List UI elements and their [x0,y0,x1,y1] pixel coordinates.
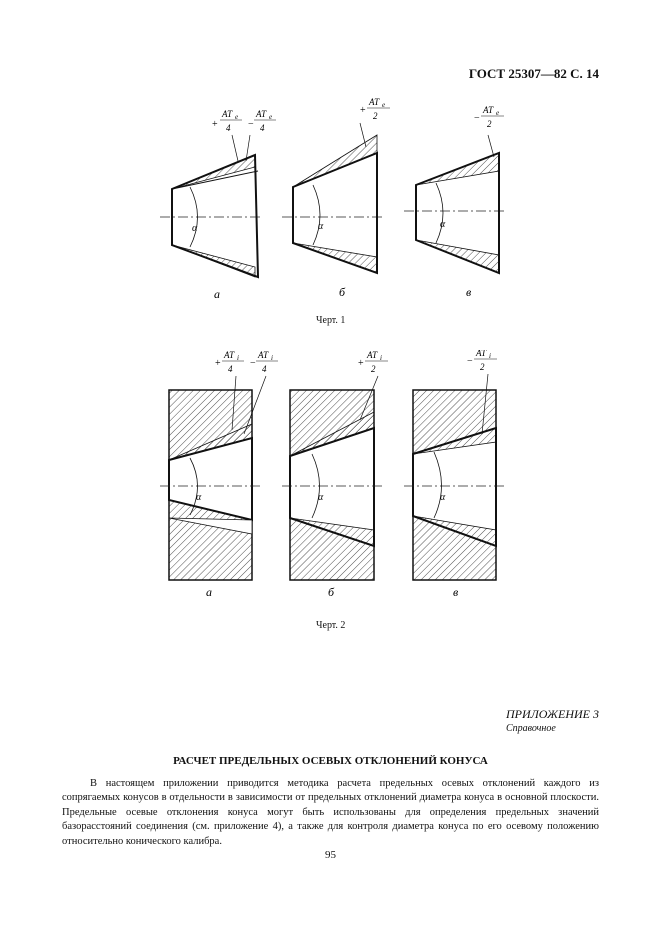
fig1-a-num-1: AT [222,109,233,119]
fig1-a-letter: а [214,287,220,301]
fig2-panel-b [282,390,384,580]
fig2-a-sub-1: i [237,354,239,362]
fig1-b-plus: + [360,105,366,116]
fig1-c-den: 2 [487,119,492,129]
fig2-b-num: AT [367,350,378,360]
page-number: 95 [325,849,336,861]
appendix-label [506,707,599,734]
fig1-panel-c [404,135,506,273]
fig2-b-sub: i [380,354,382,362]
fig2-a-alpha: α [196,492,202,503]
fig2-a-num-2: AT [258,350,269,360]
fig1-b-num: AT [369,97,380,107]
fig2-b-alpha: α [318,492,324,503]
fig1-c-alpha: α [440,219,446,230]
fig1-a-sub-1: e [235,113,239,121]
fig1-b-sub: e [382,101,386,109]
fig2-c-minus: − [467,356,473,367]
fig2-a-num-1: AT [224,350,235,360]
fig1-a-alpha: α [192,223,198,234]
fig1-b-alpha: α [318,221,324,232]
fig1-a-den-2: 4 [260,123,265,133]
fig2-a-plus: + [215,358,221,369]
fig1-c-minus: − [474,113,480,124]
fig1-b-letter: б [339,285,346,299]
figure-2-internal-cones [0,350,661,605]
body-paragraph: В настоящем приложении приводится методика расчета предельных осевых отклонений каждого из сопрягаемых конусов в отдельности в зависимости от предельных отклонений диаметра конуса в основной плоскости. Предельные осевые отклонения конуса могут быть использованы для определения предельных значений базорасстояний соединения (см. приложение 4), а также для контроля диаметра конуса по его осевому положению относительно конического калибра. [62,778,599,847]
fig2-c-num: AT [476,350,487,358]
fig1-a-den-1: 4 [226,123,231,133]
fig2-b-den: 2 [371,364,376,374]
fig2-b-plus: + [358,358,364,369]
fig1-a-num-2: AT [256,109,267,119]
fig2-a-sub-2: i [271,354,273,362]
fig2-a-den-2: 4 [262,364,267,374]
fig1-a-plus: + [212,119,218,130]
fig1-panel-b [282,123,384,273]
fig1-a-minus: − [248,119,254,130]
fig1-panel-a [160,135,262,277]
figure-1-caption: Черт. 1 [316,315,346,326]
fig1-c-letter: в [466,285,472,299]
fig1-a-sub-2: e [269,113,273,121]
fig2-c-alpha: α [440,492,446,503]
section-title: РАСЧЕТ ПРЕДЕЛЬНЫХ ОСЕВЫХ ОТКЛОНЕНИЙ КОНУСА [173,755,488,767]
fig2-b-letter: б [328,585,335,599]
fig1-b-den: 2 [373,111,378,121]
figure-1-external-cones [0,95,661,310]
fig2-panel-c [404,390,506,580]
fig2-c-letter: в [453,585,459,599]
figure-2-caption: Черт. 2 [316,620,346,631]
fig2-a-minus: − [250,358,256,369]
fig2-panel-a [160,390,262,580]
fig2-c-den: 2 [480,362,485,372]
appendix-subtitle: Справочное [506,723,556,734]
fig2-a-den-1: 4 [228,364,233,374]
appendix-title: ПРИЛОЖЕНИЕ 3 [506,707,599,721]
fig2-a-letter: а [206,585,212,599]
fig1-c-num: AT [483,105,494,115]
page-header: ГОСТ 25307—82 С. 14 [468,66,599,81]
fig2-c-sub: i [489,352,491,360]
fig1-c-sub: e [496,109,500,117]
